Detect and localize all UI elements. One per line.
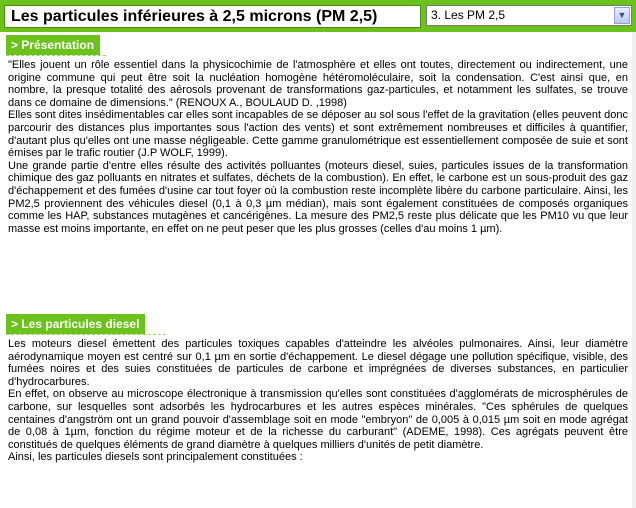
paragraph: "Elles jouent un rôle essentiel dans la physicochimie de l'atmosphère et elles ont toutes, directement ou indirectement, une origine commune qui peut être soit la nucléation homogène hétéromoléculaire, soit la condensation. C'est ainsi que, en nombre, la presque totalité des aérosols provenant de transformations gaz-particules, et notamment les sulfates, se trouve dans ce domaine de dimensions." (RENOUX A., BOULAUD D. ,1998)	[8, 59, 628, 109]
paragraph: Une grande partie d'entre elles résulte des activités polluantes (moteurs diesel, suies, particules issues de la transformation chimique des gaz polluants en nitrates et sulfates, déchets de la combustion). En effet, le carbone est un sous-produit des gaz d'échappement et des fumées d'usine car tout foyer où la combustion reste incomplète libère du carbone particulaire. Ainsi, les PM2,5 proviennent des véhicules diesel (0,1 à 0,3 µm médian), mais sont également constituées de composés organiques comme les HAP, substances mutagènes et cancérigènes. La mesure des PM2,5 reste plus délicate que les PM10 vu que leur masse est moins importante, en effet on ne peut peser que les plus grosses (celles d'au moins 1 µm).	[8, 159, 628, 235]
paragraph: Les moteurs diesel émettent des particules toxiques capables d'atteindre les alvéoles pulmonaires. Ainsi, leur diamètre aérodynamique moyen est centré sur 0,1 µm en sortie d'échappement. Le diesel dégage une pollution spécifique, visible, des fumées noires et des suies constituées de particules de carbone et imprégnées de diverses substances, en particulier d'hydrocarbures.	[8, 338, 628, 388]
paragraph: En effet, on observe au microscope électronique à transmission qu'elles sont constituées d'agglomérats de microsphérules de carbone, sur lesquelles sont adsorbés les hydrocarbures et les autres espèces minérales. "Ces sphérules de quelques centaines d'angström ont un grand pouvoir d'assemblage soit en mode "embryon" de 0,005 à 0,015 µm soit en mode agrégat de 0,08 à 1µm, fonction du régime moteur et de la richesse du carburant" (ADEME, 1998). Ces agrégats peuvent être constitués de quelques éléments de grand diamètre à quelques milliers d'unités de petit diamètre.	[8, 388, 628, 451]
section-body-diesel	[8, 338, 628, 464]
section-body-presentation	[8, 59, 628, 235]
page-title-box	[4, 5, 421, 28]
section-heading-diesel: > Les particules diesel	[6, 314, 145, 334]
section-heading-presentation: > Présentation	[6, 35, 100, 55]
page-title: Les particules inférieures à 2,5 microns (PM 2,5)	[11, 8, 378, 25]
section-divider	[6, 334, 166, 336]
header-bar	[0, 0, 636, 32]
chevron-down-icon[interactable]: ▼	[614, 7, 630, 24]
chapter-select[interactable]	[426, 5, 632, 26]
chapter-select-value: 3. Les PM 2,5	[431, 8, 506, 22]
scrollbar[interactable]	[632, 32, 636, 508]
paragraph: Ainsi, les particules diesels sont principalement constituées :	[8, 451, 303, 464]
section-divider	[6, 55, 106, 57]
paragraph: Elles sont dites insédimentables car elles sont incapables de se déposer au sol sous l'effet de la gravitation (elles peuvent donc parcourir des distances plus importantes sous l'action des vents) et sont extrêmement nombreuses et difficiles à quantifier, d'autant plus qu'elles ont une masse négligeable. Cette gamme granulométrique est essentiellement composée de suie et sont émises par le trafic routier (J.P WOLF, 1999).	[8, 109, 628, 160]
